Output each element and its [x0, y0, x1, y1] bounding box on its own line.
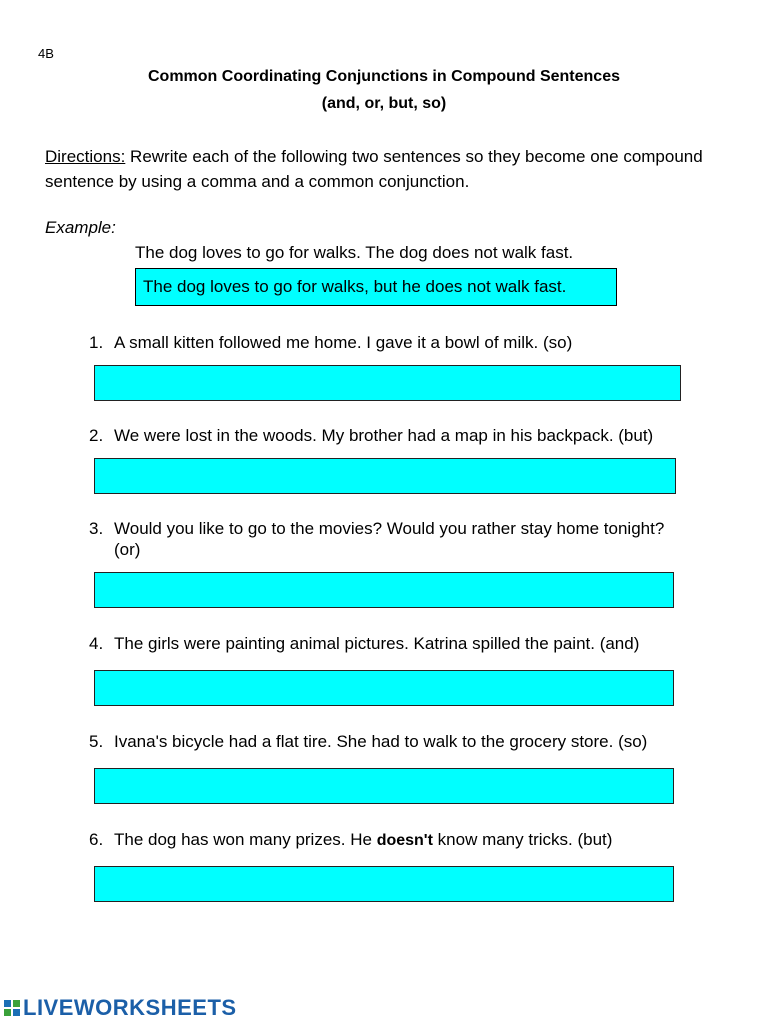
question-4	[89, 633, 699, 654]
question-text: The girls were painting animal pictures. Katrina spilled the paint. (and)	[114, 634, 640, 653]
question-number: 1.	[89, 333, 104, 352]
question-5	[89, 731, 699, 752]
question-number: 4.	[89, 634, 104, 653]
logo-text: LIVEWORKSHEETS	[23, 995, 237, 1020]
question-3	[89, 518, 699, 560]
directions	[45, 144, 725, 194]
answer-box-2[interactable]	[94, 458, 676, 494]
example-answer-box: The dog loves to go for walks, but he does not walk fast.	[135, 268, 617, 306]
question-number: 6.	[89, 830, 104, 849]
answer-box-6[interactable]	[94, 866, 674, 902]
question-text-bold: doesn't	[376, 832, 433, 849]
question-text: A small kitten followed me home. I gave it a bowl of milk. (so)	[114, 333, 573, 352]
question-number: 5.	[89, 732, 104, 751]
question-text-part-a: The dog has won many prizes. He	[114, 830, 377, 849]
question-text: Ivana's bicycle had a flat tire. She had to walk to the grocery store. (so)	[114, 732, 648, 751]
question-number: 3.	[89, 519, 104, 538]
worksheet-subtitle: (and, or, but, so)	[321, 95, 447, 112]
example-given-sentences: The dog loves to go for walks. The dog does not walk fast.	[135, 243, 574, 262]
question-1	[89, 332, 699, 353]
liveworksheets-logo-icon	[4, 1000, 20, 1016]
question-text-part-b: know many tricks. (but)	[432, 830, 613, 849]
answer-box-5[interactable]	[94, 768, 674, 804]
answer-box-3[interactable]	[94, 572, 674, 608]
directions-label: Directions:	[45, 147, 126, 166]
question-text: We were lost in the woods. My brother had a map in his backpack. (but)	[114, 426, 654, 445]
worksheet-code: 4B	[38, 46, 54, 61]
directions-text: Rewrite each of the following two sentences so they become one compound sentence by using a comma and a common conjunction.	[45, 147, 703, 191]
answer-box-4[interactable]	[94, 670, 674, 706]
example-label: Example:	[45, 218, 116, 237]
question-2	[89, 425, 699, 446]
question-6	[89, 829, 699, 851]
answer-box-1[interactable]	[94, 365, 681, 401]
worksheet-title: Common Coordinating Conjunctions in Compound Sentences	[148, 68, 620, 85]
question-text: Would you like to go to the movies? Would you rather stay home tonight?	[114, 519, 665, 538]
question-text-continued: (or)	[114, 540, 141, 559]
liveworksheets-logo[interactable]	[4, 995, 237, 1021]
question-number: 2.	[89, 426, 104, 445]
